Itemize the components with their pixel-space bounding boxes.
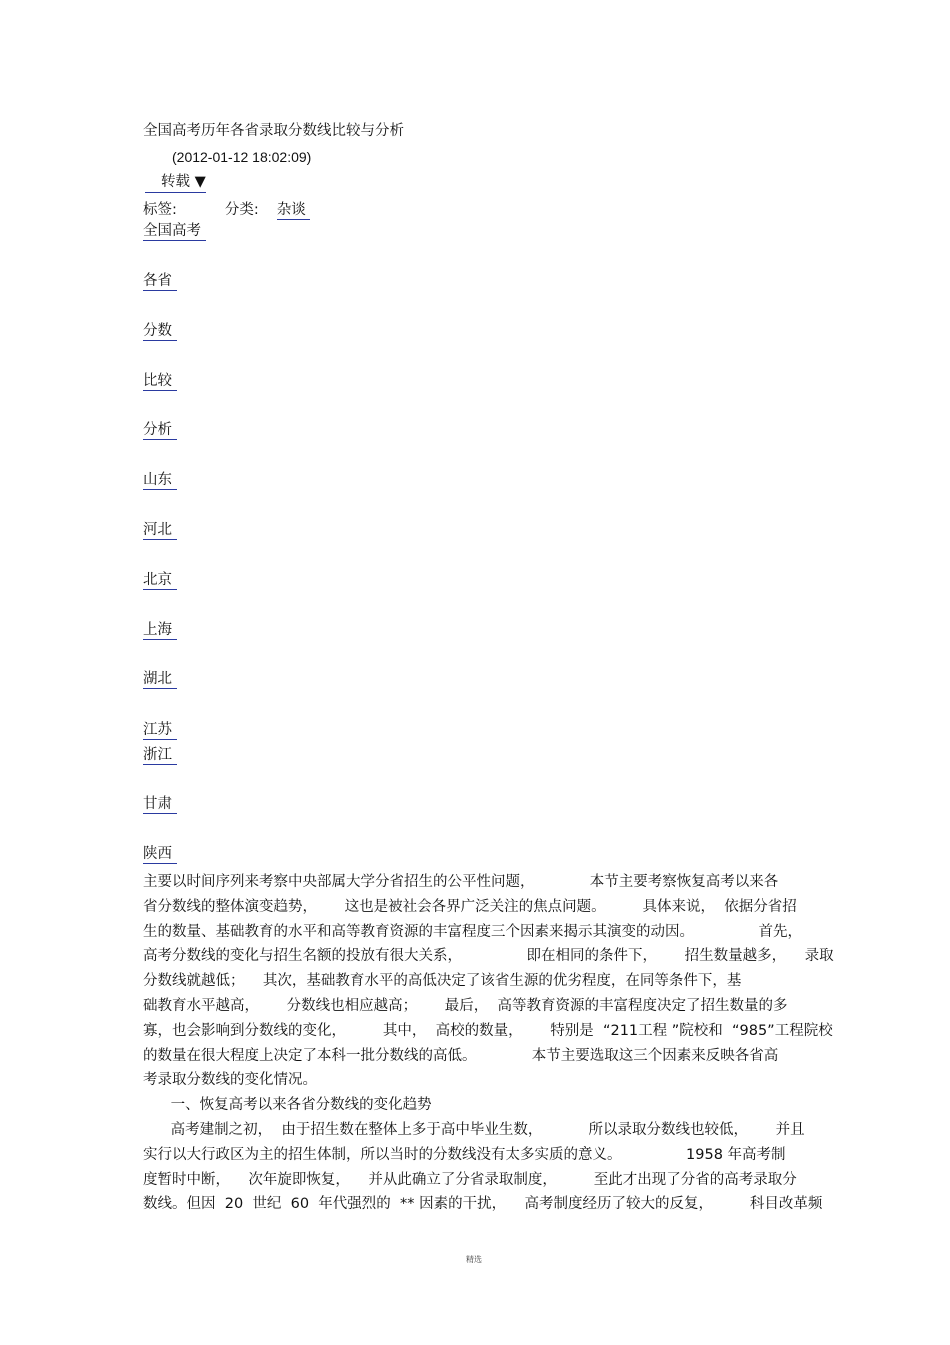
tag-link[interactable]: 湖北 [143, 670, 177, 689]
body-line: 生的数量、基础教育的水平和高等教育资源的丰富程度三个因素来揭示其演变的动因。 首先， [143, 923, 803, 940]
tag-link[interactable]: 全国高考 [143, 222, 206, 241]
article-body [143, 870, 834, 1217]
body-line: 数线。但因 20 世纪 60 年代强烈的 ** 因素的干扰， 高考制度经历了较大的反复， 科目改革频 [143, 1196, 823, 1213]
body-line: 主要以时间序列来考察中央部属大学分省招生的公平性问题， 本节主要考察恢复高考以来各 [143, 874, 779, 890]
article-date: (2012-01-12 18:02:09) [172, 149, 312, 165]
meta-line [143, 198, 310, 220]
tag-link[interactable]: 分析 [143, 421, 177, 440]
tag-link[interactable]: 江苏 [143, 721, 177, 740]
section-heading: 一、恢复高考以来各省分数线的变化趋势 [143, 1097, 432, 1114]
tag-link[interactable]: 甘肃 [143, 795, 177, 814]
article-title: 全国高考历年各省录取分数线比较与分析 [143, 123, 404, 139]
tags-label: 标签: [143, 202, 177, 218]
category-label: 分类: [224, 202, 259, 218]
tag-link[interactable]: 各省 [143, 272, 177, 291]
repost-link[interactable]: 转载 ▼ [145, 170, 206, 193]
category-link[interactable]: 杂谈 [277, 198, 310, 220]
body-line: 的数量在很大程度上决定了本科一批分数线的高低。 本节主要选取这三个因素来反映各省高 [143, 1047, 779, 1064]
body-line: 高考建制之初， 由于招生数在整体上多于高中毕业生数， 所以录取分数线也较低， 并且 [143, 1121, 805, 1138]
tag-link[interactable]: 陕西 [143, 845, 177, 864]
tag-link[interactable]: 北京 [143, 571, 177, 590]
tag-link[interactable]: 比较 [143, 372, 177, 391]
body-line: 省分数线的整体演变趋势， 这也是被社会各界广泛关注的焦点问题。 具体来说， 依据分省招 [143, 898, 797, 915]
body-line: 度暂时中断， 次年旋即恢复， 并从此确立了分省录取制度， 至此才出现了分省的高考录取分 [143, 1171, 797, 1188]
body-line: 分数线就越低； 其次，基础教育水平的高低决定了该省生源的优劣程度，在同等条件下，基 [143, 973, 742, 990]
tag-link[interactable]: 河北 [143, 521, 177, 540]
tag-link[interactable]: 上海 [143, 621, 177, 640]
tag-link[interactable]: 浙江 [143, 746, 177, 765]
body-line: 考录取分数线的变化情况。 [143, 1072, 317, 1089]
body-line: 实行以大行政区为主的招生体制，所以当时的分数线没有太多实质的意义。 1958 年高考制 [143, 1146, 786, 1163]
tag-link[interactable]: 山东 [143, 471, 177, 490]
body-line: 础教育水平越高， 分数线也相应越高； 最后， 高等教育资源的丰富程度决定了招生数量的多 [143, 997, 788, 1014]
tag-link[interactable]: 分数 [143, 322, 177, 341]
page-footer-label: 精选 [466, 1255, 482, 1264]
body-line: 高考分数线的变化与招生名额的投放有很大关系， 即在相同的条件下， 招生数量越多， 录取 [143, 948, 834, 965]
body-line: 寡，也会影响到分数线的变化， 其中， 高校的数量， 特别是 “211工程 ”院校和 “985”工程院校 [143, 1022, 833, 1039]
